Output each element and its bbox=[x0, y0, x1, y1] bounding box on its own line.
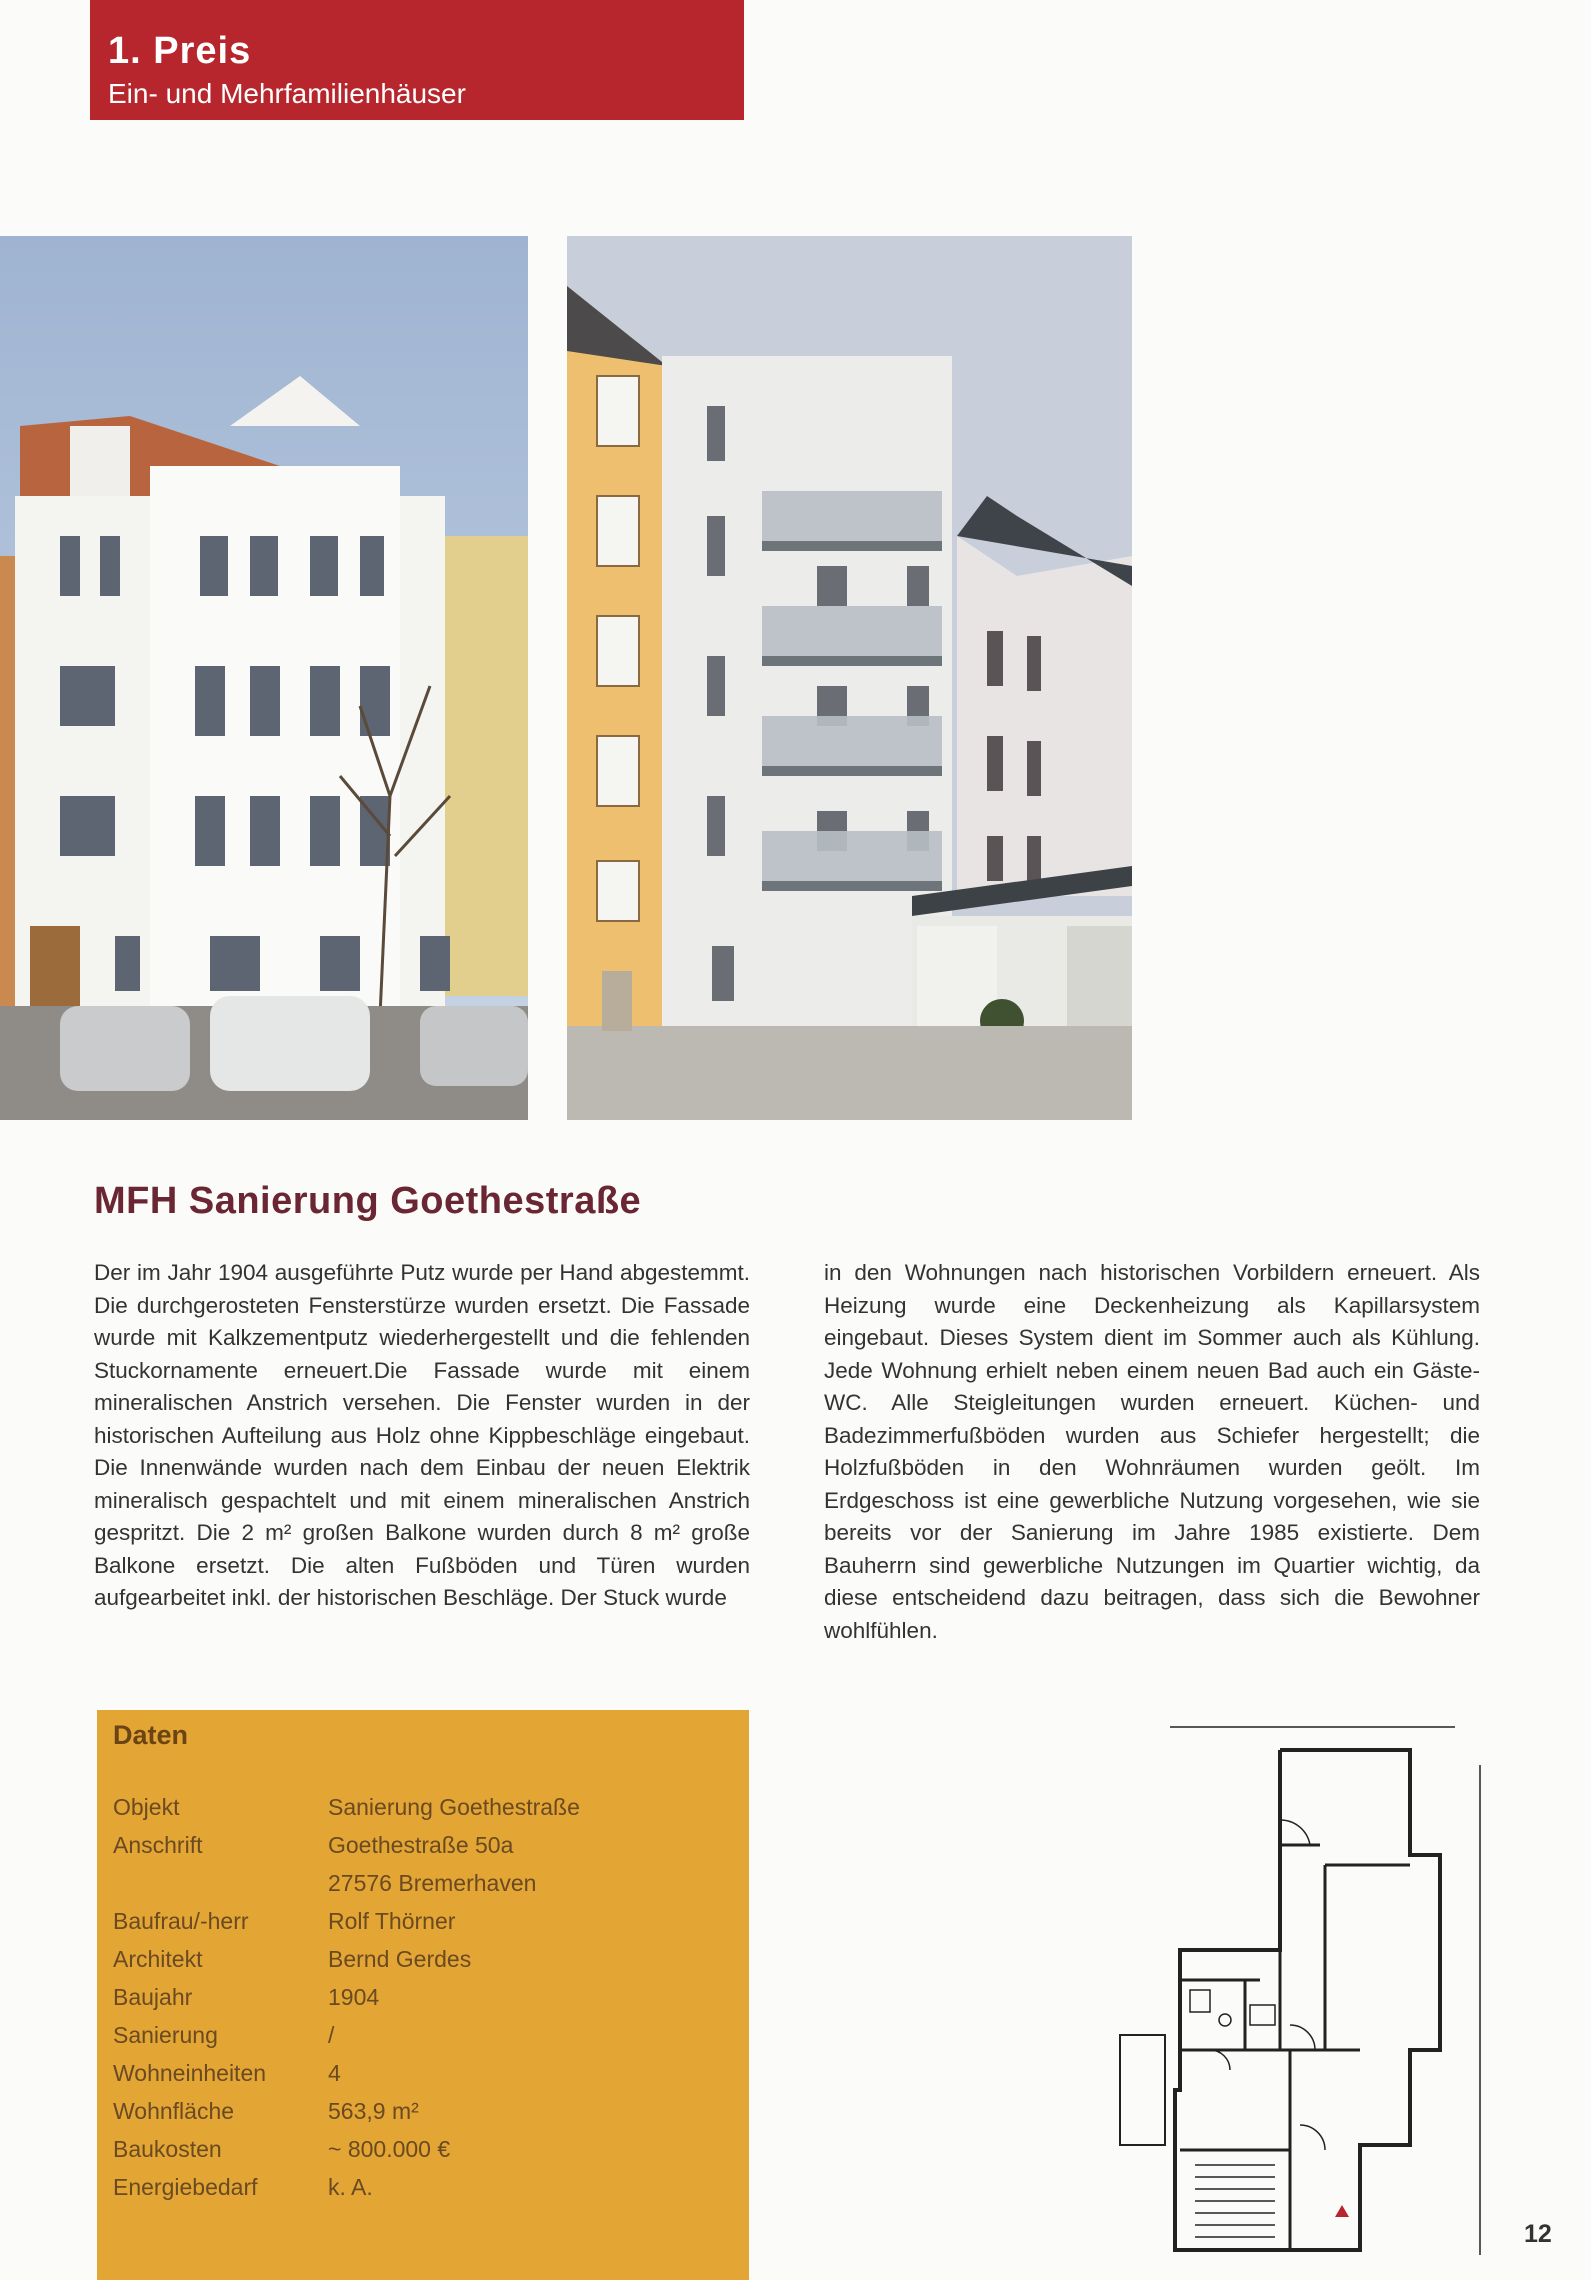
data-value: 563,9 m² bbox=[328, 2098, 419, 2124]
body-text-right: in den Wohnungen nach historischen Vorbildern erneuert. Als Heizung wurde eine Deckenheizung als Kapillarsystem eingebaut. Dieses System dient im Sommer auch als Kühlung. Jede Wohnung erhielt neben einem neuen Bad auch ein Gäste-WC. Alle Steigleitungen wurden erneuert. Küchen- und Badezimmerfußböden wurden aus Schiefer hergestellt; die Holzfußböden in den Wohnräumen wurden geölt. Im Erdgeschoss ist eine gewerbliche Nutzung vorgesehen, wie sie bereits vor der Sanierung im Jahre 1985 existierte. Dem Bauherrn sind gewerbliche Nutzungen im Quartier wichtig, da diese entscheidend dazu beitragen, dass sich die Bewohner wohlfühlen. bbox=[824, 1260, 1480, 1643]
article-title: MFH Sanierung Goethestraße bbox=[94, 1180, 642, 1222]
data-value: Bernd Gerdes bbox=[328, 1946, 472, 1972]
data-heading: Daten bbox=[113, 1720, 189, 1750]
data-value: Goethestraße 50a bbox=[328, 1832, 514, 1858]
data-row bbox=[113, 1984, 733, 2022]
photo-rear-facade bbox=[567, 236, 1132, 1120]
data-label: Architekt bbox=[113, 1946, 203, 1972]
data-panel bbox=[97, 1710, 749, 2280]
page-number: 12 bbox=[1524, 2220, 1552, 2248]
data-value: 1904 bbox=[328, 1984, 380, 2010]
data-row bbox=[113, 2136, 733, 2174]
data-row bbox=[113, 1946, 733, 1984]
data-value: Rolf Thörner bbox=[328, 1908, 456, 1934]
body-text-left: Der im Jahr 1904 ausgeführte Putz wurde per Hand abgestemmt. Die durchgerosteten Fensterstürze wurden ersetzt. Die Fassade wurde mit Kalkzementputz wiederhergestellt und die fehlenden Stuckornamente erneuert.Die Fassade wurde mit einem mineralischen Anstrich versehen. Die Fenster wurden in der historischen Aufteilung aus Holz ohne Kippbeschläge eingebaut. Die Innenwände wurden nach dem Einbau der neuen Elektrik mineralisch gespachtelt und mit einem mineralischen Anstrich gespritzt. Die 2 m² großen Balkone wurden durch 8 m² große Balkone ersetzt. Die alten Fußböden und Türen wurden aufgearbeitet inkl. der historischen Beschläge. Der Stuck wurde bbox=[94, 1260, 750, 1610]
data-row bbox=[113, 1870, 733, 1908]
data-value: ~ 800.000 € bbox=[328, 2136, 451, 2162]
data-label: Objekt bbox=[113, 1794, 180, 1820]
data-value: Sanierung Goethestraße bbox=[328, 1794, 580, 1820]
data-label: Energiebedarf bbox=[113, 2174, 258, 2200]
award-banner bbox=[90, 0, 744, 120]
data-row bbox=[113, 2098, 733, 2136]
data-row bbox=[113, 1832, 733, 1870]
data-value: 4 bbox=[328, 2060, 341, 2086]
data-label: Baujahr bbox=[113, 1984, 193, 2010]
data-row bbox=[113, 2060, 733, 2098]
award-title: 1. Preis bbox=[108, 30, 252, 72]
data-value: / bbox=[328, 2022, 335, 2048]
data-row bbox=[113, 1794, 733, 1832]
data-label: Baufrau/-herr bbox=[113, 1908, 249, 1934]
floor-plan bbox=[1110, 1705, 1500, 2265]
data-row bbox=[113, 2174, 733, 2212]
data-label: Sanierung bbox=[113, 2022, 218, 2048]
data-row bbox=[113, 1908, 733, 1946]
data-value: k. A. bbox=[328, 2174, 373, 2200]
award-category: Ein- und Mehrfamilienhäuser bbox=[108, 78, 466, 109]
data-label: Baukosten bbox=[113, 2136, 222, 2162]
data-value: 27576 Bremerhaven bbox=[328, 1870, 537, 1896]
data-label: Anschrift bbox=[113, 1832, 203, 1858]
data-row bbox=[113, 2022, 733, 2060]
data-label: Wohnfläche bbox=[113, 2098, 235, 2124]
photo-front-facade bbox=[0, 236, 528, 1120]
data-label: Wohneinheiten bbox=[113, 2060, 267, 2086]
